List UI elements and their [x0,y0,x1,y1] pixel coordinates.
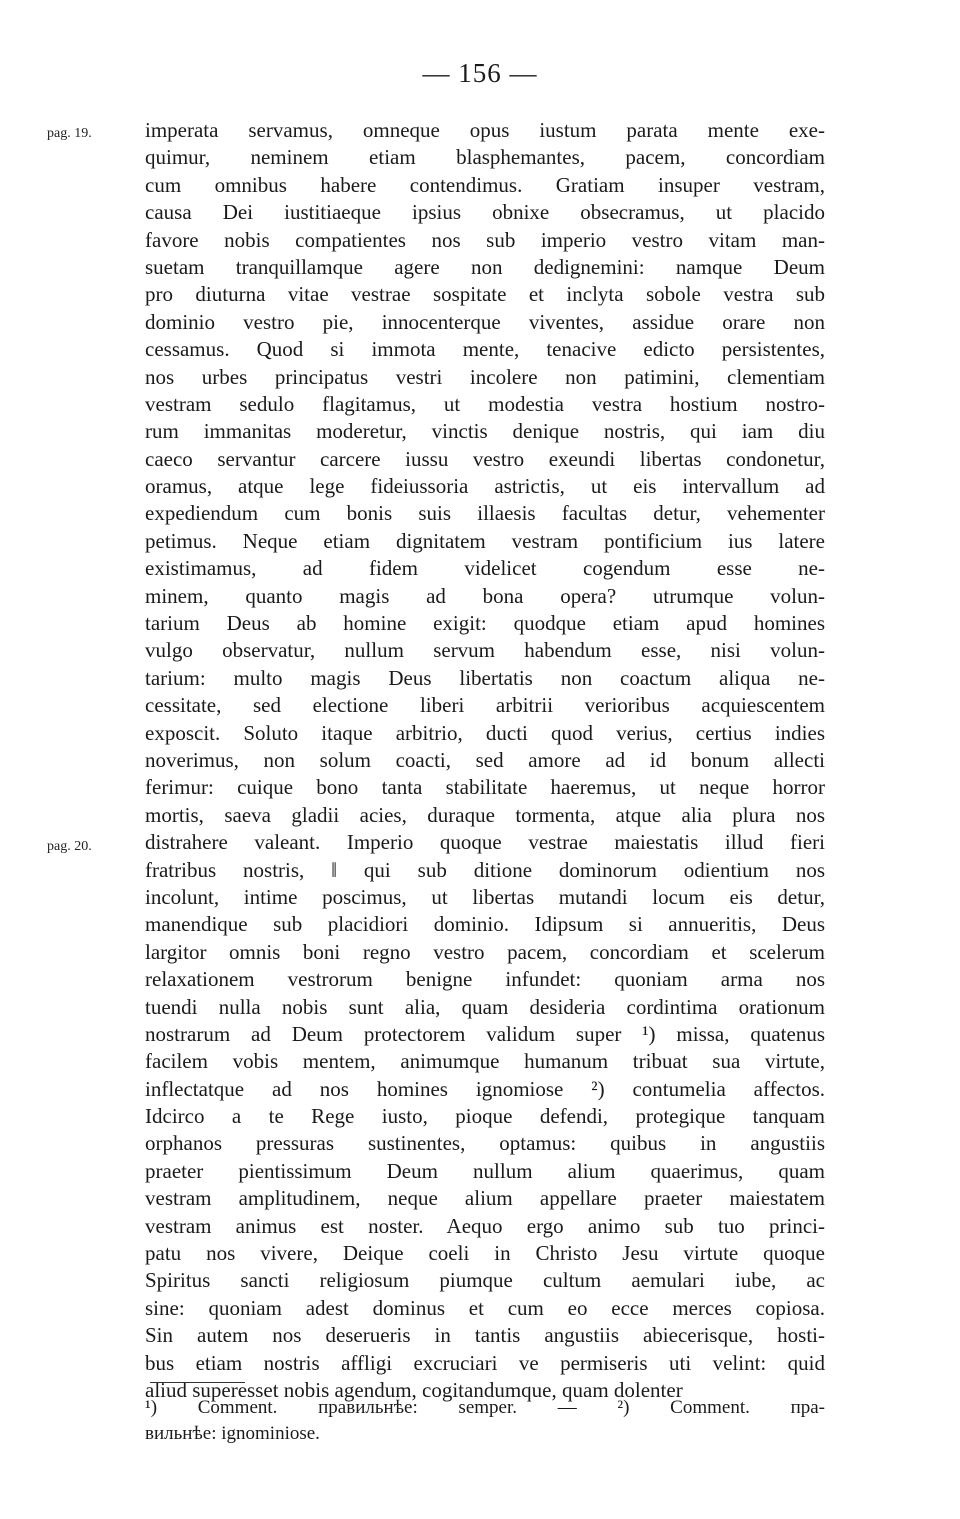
footnote-line: вильнѣе: ignominiose. [145,1423,320,1444]
body-line: ferimur: cuique bono tanta stabilitate haeremus, ut neque horror [145,775,825,800]
body-line: caeco servantur carcere iussu vestro exeundi libertas condonetur, [145,446,825,471]
body-line: fratribus nostris, ‖ qui sub ditione dominorum odientium nos [145,857,825,882]
body-line: dominio vestro pie, innocenterque viventes, assidue orare non [145,309,825,334]
body-text [145,117,825,1404]
body-line: incolunt, intime poscimus, ut libertas mutandi locum eis detur, [145,884,825,909]
body-line: petimus. Neque etiam dignitatem vestram pontificium ius latere [145,528,825,553]
body-line: largitor omnis boni regno vestro pacem, concordiam et scelerum [145,939,825,964]
body-line: vestram animus est noster. Aequo ergo animo sub tuo princi- [145,1213,825,1238]
body-line: exposcit. Soluto itaque arbitrio, ducti quod verius, certius indies [145,720,825,745]
body-line: tarium Deus ab homine exigit: quodque etiam apud homines [145,611,825,636]
page-number: — 156 — [422,58,538,88]
body-line: aliud superesset nobis agendum, cogitandumque, quam dolenter [145,1377,683,1402]
body-line: nostrarum ad Deum protectorem validum super ¹) missa, quatenus [145,1021,825,1046]
margin-note-pag-20: pag. 20. [47,839,92,854]
body-line: mortis, saeva gladii acies, duraque tormenta, atque alia plura nos [145,802,825,827]
body-line: tarium: multo magis Deus libertatis non coactum aliqua ne- [145,665,825,690]
body-line: suetam tranquillamque agere non dedignemini: namque Deum [145,254,825,279]
body-line: cum omnibus habere contendimus. Gratiam insuper vestram, [145,172,825,197]
body-line: favore nobis compatientes nos sub imperio vestro vitam man- [145,227,825,252]
body-line: vulgo observatur, nullum servum habendum esse, nisi volun- [145,638,825,663]
body-line: noverimus, non solum coacti, sed amore ad id bonum allecti [145,747,825,772]
body-line: causa Dei iustitiaeque ipsius obnixe obsecramus, ut placido [145,200,825,225]
body-line: facilem vobis mentem, animumque humanum tribuat sua virtute, [145,1049,825,1074]
body-line: imperata servamus, omneque opus iustum parata mente exe- [145,118,825,142]
body-line: sine: quoniam adest dominus et cum eo ecce merces copiosa. [145,1295,825,1320]
body-line: patu nos vivere, Deique coeli in Christo Jesu virtute quoque [145,1241,825,1266]
body-line: tuendi nulla nobis sunt alia, quam desideria cordintima orationum [145,994,825,1019]
body-line: Spiritus sancti religiosum piumque cultum aemulari iube, ac [145,1268,825,1293]
body-line: nos urbes principatus vestri incolere non patimini, clementiam [145,364,825,389]
body-line: Sin autem nos deserueris in tantis angustiis abiecerisque, hosti- [145,1323,825,1348]
footnote-line: ¹) Comment. правильнѣе: semper. — ²) Comment. пра- [145,1397,825,1418]
body-line: Idcirco a te Rege iusto, pioque defendi, protegique tanquam [145,1104,825,1129]
body-line: bus etiam nostris affligi excruciari ve permiseris uti velint: quid [145,1350,825,1375]
body-line: pro diuturna vitae vestrae sospitate et inclyta sobole vestra sub [145,282,825,307]
body-line: expediendum cum bonis suis illaesis facultas detur, vehementer [145,501,825,526]
body-line: cessitate, sed electione liberi arbitrii verioribus acquiescentem [145,693,825,718]
footnotes [145,1395,825,1447]
body-line: praeter pientissimum Deum nullum alium quaerimus, quam [145,1158,825,1183]
body-line: rum immanitas moderetur, vinctis denique nostris, qui iam diu [145,419,825,444]
body-line: quimur, neminem etiam blasphemantes, pacem, concordiam [145,145,825,170]
body-line: relaxationem vestrorum benigne infundet: quoniam arma nos [145,967,825,992]
body-line: vestram amplitudinem, neque alium appellare praeter maiestatem [145,1186,825,1211]
body-line: minem, quanto magis ad bona opera? utrumque volun- [145,583,825,608]
body-line: manendique sub placidiori dominio. Idipsum si annueritis, Deus [145,912,825,937]
body-line: cessamus. Quod si immota mente, tenacive edicto persistentes, [145,337,825,362]
footnote-divider [150,1382,245,1383]
margin-note-pag-19: pag. 19. [47,126,92,141]
body-line: vestram sedulo flagitamus, ut modestia vestra hostium nostro- [145,391,825,416]
body-line: inflectatque ad nos homines ignomiose ²) contumelia affectos. [145,1076,825,1101]
body-line: distrahere valeant. Imperio quoque vestrae maiestatis illud fieri [145,830,825,855]
body-line: oramus, atque lege fideiussoria astrictis, ut eis intervallum ad [145,474,825,499]
body-line: orphanos pressuras sustinentes, optamus: quibus in angustiis [145,1131,825,1156]
body-line: existimamus, ad fidem videlicet cogendum esse ne- [145,556,825,581]
